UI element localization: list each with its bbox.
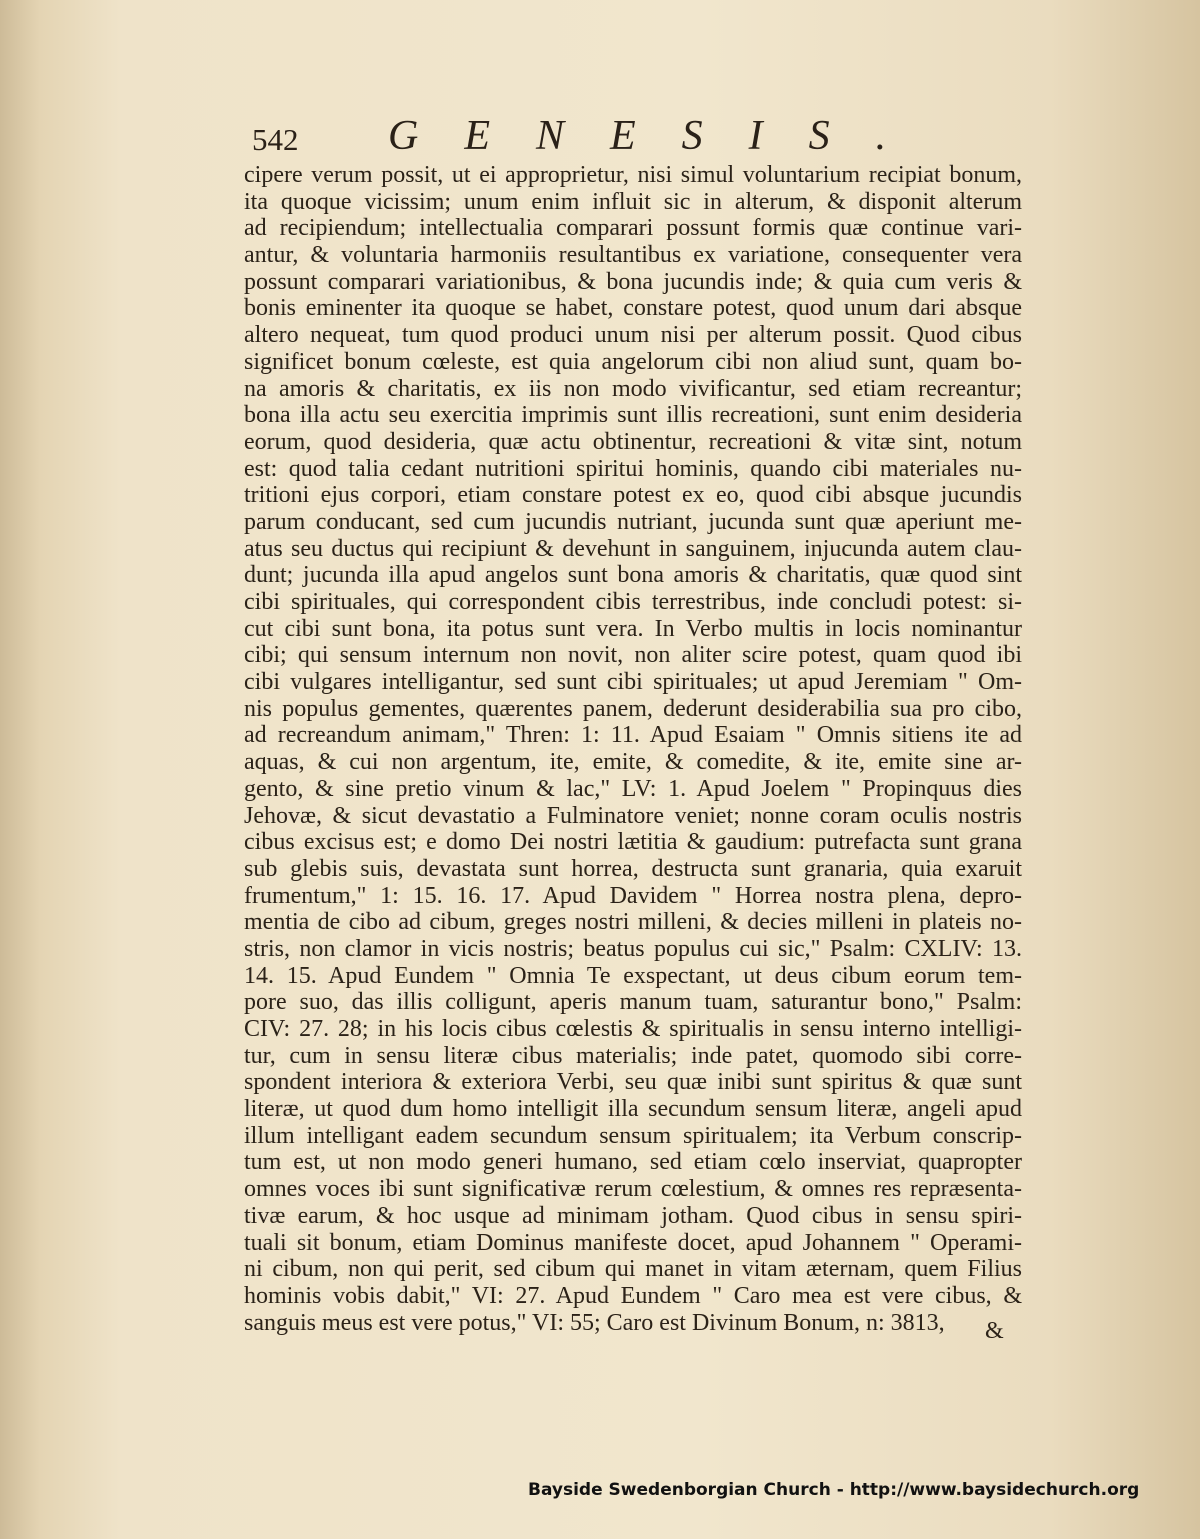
text-line: pore suo, das illis colligunt, aperis manum tuam, saturantur bono," Psalm: bbox=[244, 989, 1022, 1016]
text-line: tuali sit bonum, etiam Dominus manifeste docet, apud Johannem " Operami- bbox=[244, 1229, 1022, 1256]
text-line: mentia de cibo ad cibum, greges nostri milleni, & decies milleni in plateis no- bbox=[244, 909, 1022, 936]
footer-credit: Bayside Swedenborgian Church - http://www.baysidechurch.org bbox=[528, 1480, 1140, 1500]
text-line: est: quod talia cedant nutritioni spiritui hominis, quando cibi materiales nu- bbox=[244, 455, 1022, 482]
text-line: atus seu ductus qui recipiunt & devehunt in sanguinem, injucunda autem clau- bbox=[244, 535, 1022, 562]
text-line: omnes voces ibi sunt significativæ rerum cœlestium, & omnes res repræsenta- bbox=[244, 1176, 1022, 1203]
text-line: possunt comparari variationibus, & bona jucundis inde; & quia cum veris & bbox=[244, 268, 1022, 295]
text-line: antur, & voluntaria harmoniis resultantibus ex variatione, consequenter vera bbox=[244, 242, 1022, 269]
text-line: ni cibum, non qui perit, sed cibum qui manet in vitam æternam, quem Filius bbox=[244, 1256, 1022, 1283]
text-line: bonis eminenter ita quoque se habet, constare potest, quod unum dari absque bbox=[244, 295, 1022, 322]
text-line: stris, non clamor in vicis nostris; beatus populus cui sic," Psalm: CXLIV: 13. bbox=[244, 935, 1022, 962]
text-line: na amoris & charitatis, ex iis non modo vivificantur, sed etiam recreantur; bbox=[244, 375, 1022, 402]
text-line: parum conducant, sed cum jucundis nutriant, jucunda sunt quæ aperiunt me- bbox=[244, 508, 1022, 535]
page-number: 542 bbox=[252, 122, 299, 157]
text-line: sanguis meus est vere potus," VI: 55; Caro est Divinum Bonum, n: 3813, bbox=[244, 1309, 945, 1336]
text-line: gento, & sine pretio vinum & lac," LV: 1. Apud Joelem " Propinquus dies bbox=[244, 775, 1022, 802]
text-line: eorum, quod desideria, quæ actu obtinentur, recreationi & vitæ sint, notum bbox=[244, 428, 1022, 455]
text-line: hominis vobis dabit," VI: 27. Apud Eundem " Caro mea est vere cibus, & bbox=[244, 1282, 1022, 1309]
text-line: Jehovæ, & sicut devastatio a Fulminatore veniet; nonne coram oculis nostris bbox=[244, 802, 1022, 829]
text-line: ad recreandum animam," Thren: 1: 11. Apud Esaiam " Omnis sitiens ite ad bbox=[244, 722, 1022, 749]
text-line: cibi; qui sensum internum non novit, non aliter scire potest, quam quod ibi bbox=[244, 642, 1022, 669]
text-line: CIV: 27. 28; in his locis cibus cœlestis & spiritualis in sensu interno intelligi- bbox=[244, 1016, 1022, 1042]
text-line: altero nequeat, tum quod produci unum nisi per alterum possit. Quod cibus bbox=[244, 322, 1022, 349]
text-line: aquas, & cui non argentum, ite, emite, & comedite, & ite, emite sine ar- bbox=[244, 749, 1022, 776]
text-line: ad recipiendum; intellectualia comparari possunt formis quæ continue vari- bbox=[244, 215, 1022, 242]
text-line: cipere verum possit, ut ei approprietur, nisi simul voluntarium recipiat bonum, bbox=[244, 162, 1022, 188]
text-line: ita quoque vicissim; unum enim influit sic in alterum, & disponit alterum bbox=[244, 188, 1022, 215]
running-head: GENESIS. bbox=[388, 113, 933, 159]
text-line: illum intelligant eadem secundum sensum spiritualem; ita Verbum conscrip- bbox=[244, 1122, 1022, 1149]
text-line: 14. 15. Apud Eundem " Omnia Te exspectant, ut deus cibum eorum tem- bbox=[244, 962, 1022, 989]
text-line: cibi vulgares intelligantur, sed sunt cibi spirituales; ut apud Jeremiam " Om- bbox=[244, 669, 1022, 696]
text-line: cut cibi sunt bona, ita potus sunt vera. In Verbo multis in locis nominantur bbox=[244, 615, 1022, 642]
body-text bbox=[244, 162, 1022, 1336]
text-line: tivæ earum, & hoc usque ad minimam jotham. Quod cibus in sensu spiri- bbox=[244, 1202, 1022, 1229]
text-line: cibus excisus est; e domo Dei nostri lætitia & gaudium: putrefacta sunt grana bbox=[244, 829, 1022, 856]
text-line: bona illa actu seu exercitia imprimis sunt illis recreationi, sunt enim desideria bbox=[244, 402, 1022, 429]
text-line: tritioni ejus corpori, etiam constare potest ex eo, quod cibi absque jucundis bbox=[244, 482, 1022, 509]
text-line: tum est, ut non modo generi humano, sed etiam cœlo inserviat, quapropter bbox=[244, 1149, 1022, 1176]
text-line: tur, cum in sensu literæ cibus materialis; inde patet, quomodo sibi corre- bbox=[244, 1042, 1022, 1069]
text-line: cibi spirituales, qui correspondent cibis terrestribus, inde concludi potest: si- bbox=[244, 589, 1022, 615]
text-line: nis populus gementes, quærentes panem, dederunt desiderabilia sua pro cibo, bbox=[244, 695, 1022, 722]
text-line: literæ, ut quod dum homo intelligit illa secundum sensum literæ, angeli apud bbox=[244, 1096, 1022, 1123]
catchword: & bbox=[985, 1318, 1004, 1344]
text-line: frumentum," 1: 15. 16. 17. Apud Davidem " Horrea nostra plena, depro- bbox=[244, 882, 1022, 909]
text-line: spondent interiora & exteriora Verbi, seu quæ inibi sunt spiritus & quæ sunt bbox=[244, 1069, 1022, 1096]
text-line: significet bonum cœleste, est quia angelorum cibi non aliud sunt, quam bo- bbox=[244, 348, 1022, 375]
text-line: dunt; jucunda illa apud angelos sunt bona amoris & charitatis, quæ quod sint bbox=[244, 562, 1022, 589]
text-line: sub glebis suis, devastata sunt horrea, destructa sunt granaria, quia exaruit bbox=[244, 855, 1022, 882]
